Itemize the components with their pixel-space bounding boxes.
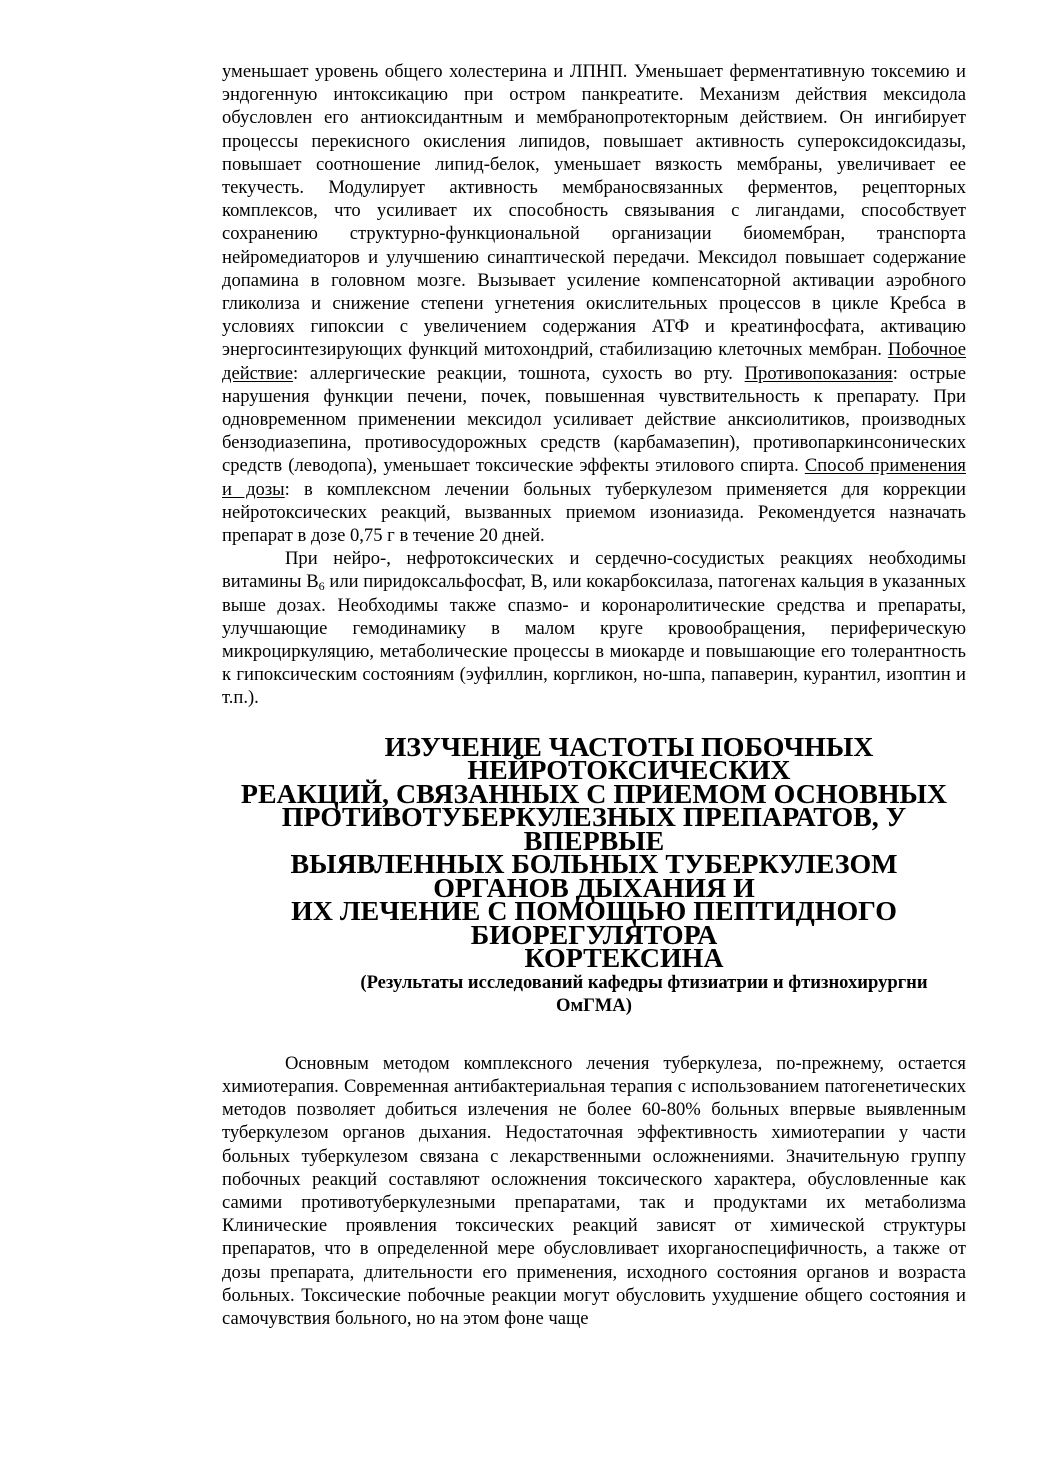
heading-line: ПРОТИВОТУБЕРКУЛЕЗНЫХ ПРЕПАРАТОВ, У ВПЕРВЫЕ (281, 802, 907, 857)
subheading-line: ОмГМА) (556, 995, 632, 1017)
heading-line: ИЗУЧЕНИЕ ЧАСТОТЫ ПОБОЧНЫХ НЕЙРОТОКСИЧЕСКИХ (384, 731, 874, 787)
heading-line: РЕАКЦИЙ, СВЯЗАННЫХ С ПРИЕМОМ ОСНОВНЫХ (240, 778, 948, 810)
section-heading (222, 731, 966, 975)
heading-line: ВЫЯВЛЕННЫХ БОЛЬНЫХ ТУБЕРКУЛЕЗОМ ОРГАНОВ ДЫХАНИЯ И (290, 849, 898, 904)
paragraph-text: При нейро-, нефротоксических и сердечно-сосудистых реакциях необходимы витамины В (222, 548, 966, 593)
label-contraindications: Противопоказания (744, 362, 893, 384)
document-page (222, 60, 966, 1330)
paragraph-text: : острые нарушения функции печени, почек, повышенная чувствительность к препарату. При одновременном применении мексидол усиливает действие анксиолитиков, производных бензодиазепина, противосудорожных средств (карбамазепин), противопаркинсонических средств (леводопа), уменьшает токсические эффекты этилового спирта. (222, 362, 966, 477)
section-subheading (222, 971, 966, 1018)
label-side-effects: Побочное действие (222, 339, 966, 384)
label-dosage: Способ применения и дозы (222, 455, 966, 500)
paragraph-text: : в комплексном лечении больных туберкулезом применяется для коррекции нейротоксических реакций, вызванных приемом изониазида. Рекомендуется назначать препарат в дозе 0,75 г в течение 20 дней. (222, 478, 967, 547)
paragraph-text: уменьшает уровень общего холестерина и ЛПНП. Уменьшает ферментативную токсемию и эндогенную интоксикацию при остром панкреатите. Механизм действия мексидола обусловлен его антиоксидантным и мембранопротекторным действием. Он ингибирует процессы перекисного окисления липидов, повышает активность супероксидоксидазы, повышает соотношение липид-белок, уменьшает вязкость мембраны, увеличивает ее текучесть. Модулирует активность мембраносвязанных ферментов, рецепторных комплексов, что усиливает их способность связывания с лигандами, способствует сохранению структурно-функциональной организации биомембран, транспорта нейромедиаторов и улучшению синаптической передачи. Мексидол повышает содержание допамина в головном мозге. Вызывает усиление компенсаторной активации аэробного гликолиза и снижение степени угнетения окислительных процессов в цикле Кребса в условиях гипоксии с увеличением содержания АТФ и креатинфосфата, активацию энергосинтезирующих функций митохондрий, стабилизацию клеточных мембран. (222, 61, 966, 361)
paragraph-text: или пиридоксальфосфат, В, или кокарбоксилаза, патогенах кальция в указанных выше дозах. Необходимы также спазмо- и коронаролитические средства и препараты, улучшающие гемодинамику в малом круге кровообращения, периферическую микроциркуляцию, метаболические процессы в миокарде и повышающие его толерантность к гипоксическим состояниям (эуфиллин, коргликон, но-шпа, папаверин, курантил, изоптин и т.п.). (222, 571, 967, 709)
paragraph-mexidol (222, 60, 966, 547)
paragraph-text: Основным методом комплексного лечения туберкулеза, по-прежнему, остается химиотерапия. Современная антибактериальная терапия с использованием патогенетических методов позволяет добиться излечения не более 60-80% больных впервые выявленным туберкулезом органов дыхания. Недостаточная эффективность химиотерапии у части больных туберкулезом связана с лекарственными осложнениями. Значительную группу побочных реакций составляют осложнения токсического характера, обусловленные как самими противотуберкулезными препаратами, так и продуктами их метаболизма Клинические проявления токсических реакций зависят от химической структуры препаратов, что в определенной мере обусловливает ихорганоспецифичность, а также от дозы препарата, длительности его применения, исходного состояния органов и возраста больных. Токсические побочные реакции могут обусловить ухудшение общего состояния и самочувствия больного, но на этом фоне чаще (222, 1052, 966, 1329)
paragraph-chemotherapy (222, 1052, 966, 1330)
subscript-index: 6 (318, 579, 325, 594)
heading-line: КОРТЕКСИНА (524, 943, 724, 975)
heading-line: ИХ ЛЕЧЕНИЕ С ПОМОЩЬЮ ПЕПТИДНОГО БИОРЕГУЛЯТОРА (291, 896, 897, 951)
subheading-line: (Результаты исследований кафедры фтизиатрии и фтизнохирургни (360, 971, 928, 993)
paragraph-vitamins (222, 547, 966, 709)
paragraph-text: : аллергические реакции, тошнота, сухость во рту. (293, 362, 745, 384)
